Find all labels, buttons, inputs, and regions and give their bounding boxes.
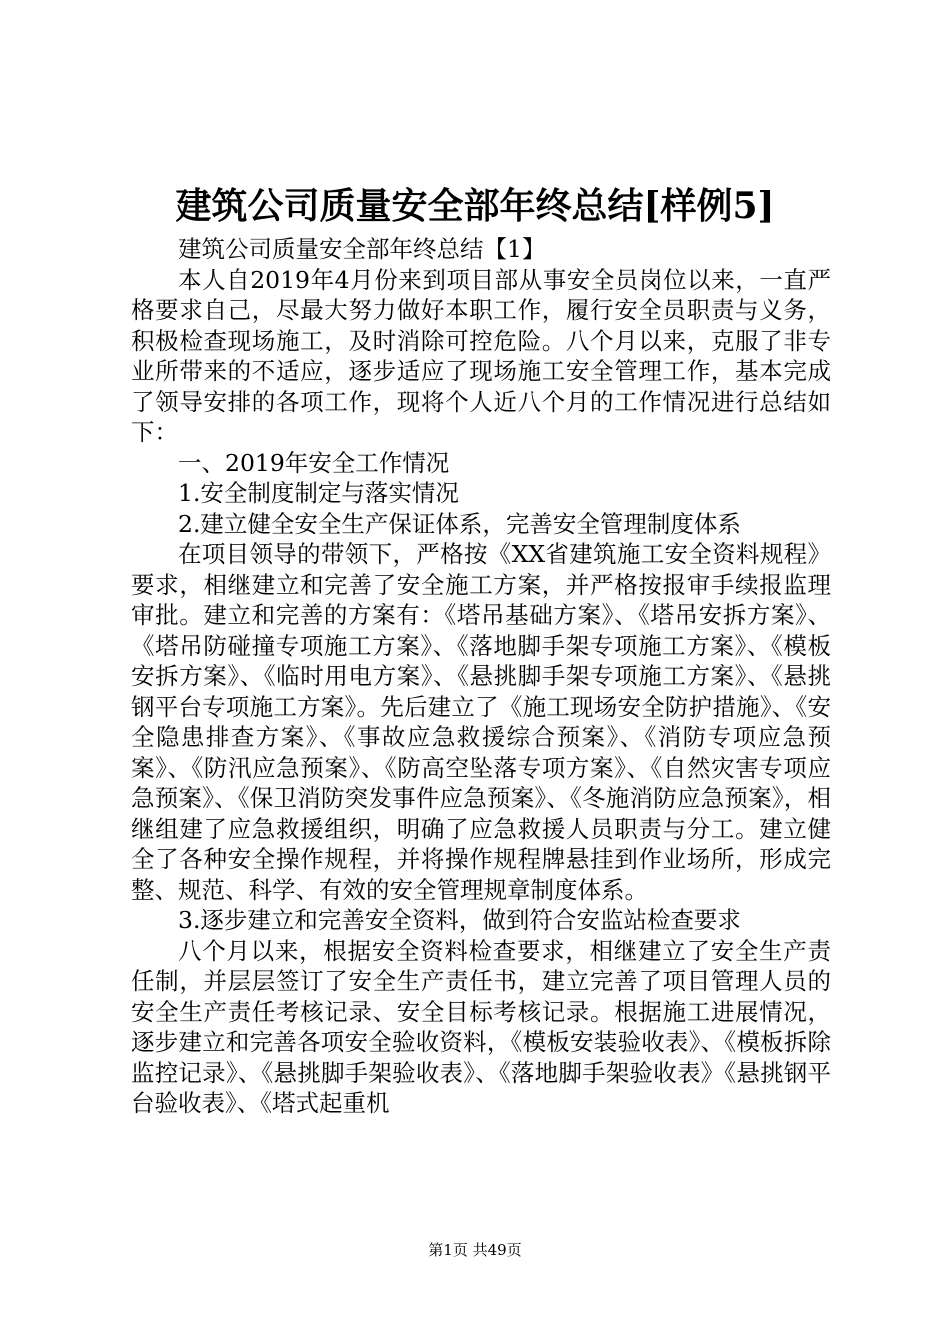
document-body: [131, 234, 831, 1119]
subheading-3: 3.逐步建立和完善安全资料，做到符合安监站检查要求: [178, 906, 741, 934]
subheading-2: 2.建立健全安全生产保证体系，完善安全管理制度体系: [178, 509, 741, 538]
page-number-footer: 第1页 共49页: [428, 1241, 522, 1259]
document-title: 建筑公司质量安全部年终总结[样例5]: [175, 185, 775, 227]
body-paragraph-plans: 在项目领导的带领下，严格按《XX省建筑施工安全资料规程》要求，相继建立和完善了安全施工方案，并严格按报审手续报监理审批。建立和完善的方案有：《塔吊基础方案》、《塔吊安拆方案》、《塔吊防碰撞专项施工方案》、《落地脚手架专项施工方案》、《模板安拆方案》、《临时用电方案》、《悬挑脚手架专项施工方案》、《悬挑钢平台专项施工方案》。先后建立了《施工现场安全防护措施》、《安全隐患排查方案》、《事故应急救援综合预案》、《消防专项应急预案》、《防汛应急预案》、《防高空坠落专项方案》、《自然灾害专项应急预案》、《保卫消防突发事件应急预案》、《冬施消防应急预案》，相继组建了应急救援组织，明确了应急救援人员职责与分工。建立健全了各种安全操作规程，并将操作规程牌悬挂到作业场所，形成完整、规范、科学、有效的安全管理规章制度体系。: [131, 540, 831, 904]
section-heading: 建筑公司质量安全部年终总结【1】: [178, 235, 546, 263]
body-paragraph-records: 八个月以来，根据安全资料检查要求，相继建立了安全生产责任制，并层层签订了安全生产责任书，建立完善了项目管理人员的安全生产责任考核记录、安全目标考核记录。根据施工进展情况，逐步建立和完善各项安全验收资料，《模板安装验收表》、《模板拆除监控记录》、《悬挑脚手架验收表》、《落地脚手架验收表》《悬挑钢平台验收表》、《塔式起重机: [131, 936, 831, 1117]
chapter-heading: 一、2019年安全工作情况: [178, 448, 450, 477]
intro-paragraph: 本人自2019年4月份来到项目部从事安全员岗位以来，一直严格要求自己，尽最大努力做好本职工作，履行安全员职责与义务，积极检查现场施工，及时消除可控危险。八个月以来，克服了非专业所带来的不适应，逐步适应了现场施工安全管理工作，基本完成了领导安排的各项工作，现将个人近八个月的工作情况进行总结如下：: [131, 265, 831, 446]
subheading-1: 1.安全制度制定与落实情况: [178, 479, 459, 507]
